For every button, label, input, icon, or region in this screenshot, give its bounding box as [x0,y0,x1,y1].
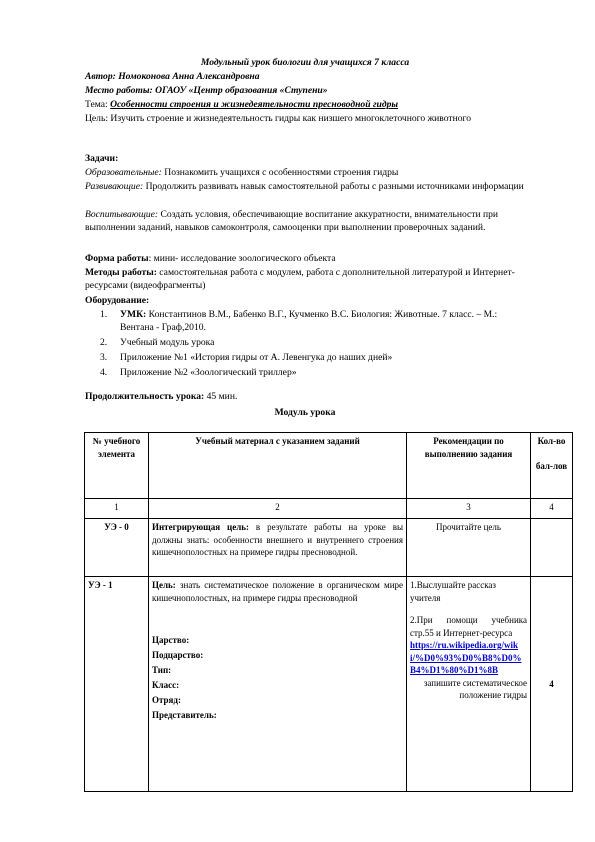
material-cell [149,519,407,577]
task-educational [85,166,525,179]
table-row [85,499,573,519]
classification-fields [152,634,403,724]
equipment-heading: Оборудование: [85,295,150,306]
material-cell [149,577,407,792]
duration-text: 45 мин. [204,391,238,402]
recommendation-step-1: 1.Выслушайте рассказ учителя [410,580,496,603]
list-number: 2. [100,337,108,348]
field-kingdom: Царство: [152,635,190,645]
score-cell [531,519,573,577]
task-developing-text: Продолжить развивать навык самостоятельной работы с разными источниками информации [145,181,524,192]
column-number: 3 [407,499,531,519]
score-cell: 4 [531,577,573,792]
list-text: Приложение №1 «История гидры от А. Левенгука до наших дней» [120,352,393,363]
list-item [100,308,530,334]
header-cell-score [531,433,573,499]
workplace-line [85,84,525,97]
material-text: знать систематическое положение в органическом мире кишечнополостных, на примере гидры пресноводной [152,580,403,603]
form-label: Форма работы [85,253,149,264]
methods-text: самостоятельная работа с модулем, работа с дополнительной литературой и Интернет-ресурсами (видеофрагменты) [85,267,515,291]
wikipedia-link[interactable]: https://ru.wikipedia.org/wiki/%D0%93%D0%B8%D0%B4%D1%80%D1%8B [410,640,522,675]
goal-label: Цель: [152,580,176,590]
list-item [100,351,530,364]
recommendation-step-3: запишите систематическое положение гидры [423,677,527,700]
element-id: УЭ - 1 [85,577,149,792]
task-upbringing-text: Создать условия, обеспечивающие воспитание аккуратности, внимательности при выполнении заданий, навыков самоконтроля, самооценки при выполнении проверочных заданий. [85,209,499,233]
list-label: УМК: [120,309,147,320]
column-number: 2 [149,499,407,519]
list-text: Учебный модуль урока [120,337,215,348]
module-table [84,432,573,792]
header-cell-element-no: № учебного элемента [85,433,149,499]
goal-line [85,112,525,125]
list-text: Константинов В.М., Бабенко В.Г., Кучменко В.С. Биология: Животные. 7 класс. – М.: Вентана - Граф,2010. [120,309,498,333]
column-number: 1 [85,499,149,519]
table-row [85,577,573,792]
list-text: Приложение №2 «Зоологический триллер» [120,367,297,378]
task-educational-label: Образовательные: [85,167,162,178]
recommendation-cell: Прочитайте цель [407,519,531,577]
methods-line [85,266,525,292]
lesson-title: Модульный урок биологии для учащихся 7 класса [200,57,410,68]
author-label: Автор: [85,71,116,82]
goal-text: Изучить строение и жизнедеятельность гидры как низшего многоклеточного животного [110,113,472,124]
task-educational-text: Познакомить учащихся с особенностями строения гидры [164,167,399,178]
field-subkingdom: Подцарство: [152,650,204,660]
list-number: 4. [100,367,108,378]
header-cell-recommendations: Рекомендации по выполнению задания [407,433,531,499]
equipment-list [100,308,530,379]
list-item [100,336,530,349]
list-number: 1. [100,309,108,320]
material-text: в результате работы на уроке вы должны знать: особенности внешнего и внутреннего строения кишечнополостных на примере гидры пресноводной. [152,522,403,557]
list-item [100,366,530,379]
workplace-name: ОГАОУ «Центр образования «Ступени» [155,85,328,96]
author-name: Номоконова Анна Александровна [118,71,260,82]
form-text: : мини- исследование зоологического объекта [148,253,336,264]
topic-label: Тема: [85,99,108,110]
author-line [85,70,525,83]
column-number: 4 [531,499,573,519]
duration-line [85,390,525,403]
tasks-heading: Задачи: [85,153,119,164]
duration-label: Продолжительность урока: [85,391,205,402]
task-developing [85,180,525,193]
workplace-label: Место работы: [85,85,153,96]
task-developing-label: Развивающие: [85,181,144,192]
table-header-row [85,433,573,499]
element-id: УЭ - 0 [85,519,149,577]
methods-label: Методы работы: [85,267,157,278]
recommendation-step-2: 2.При помощи учебника стр.55 и Интернет-ресурса [410,615,527,638]
task-upbringing [85,208,525,234]
field-class: Класс: [152,680,180,690]
field-phylum: Тип: [152,665,172,675]
material-text-block [152,579,403,604]
task-upbringing-label: Воспитывающие: [85,209,159,220]
list-number: 3. [100,352,108,363]
goal-label: Цель: [85,113,109,124]
recommendation-cell [407,577,531,792]
field-representative: Представитель: [152,710,217,720]
topic-text: Особенности строения и жизнедеятельности пресноводной гидры [110,99,399,110]
header-cell-material: Учебный материал с указанием заданий [149,433,407,499]
field-order: Отряд: [152,695,181,705]
goal-label: Интегрирующая цель: [152,522,250,532]
table-row [85,519,573,577]
score-header-line2: бал-лов [535,460,568,471]
form-line [85,252,525,265]
topic-line [85,98,525,111]
module-title: Модуль урока [274,407,336,418]
score-header-line1: Кол-во [537,436,566,446]
